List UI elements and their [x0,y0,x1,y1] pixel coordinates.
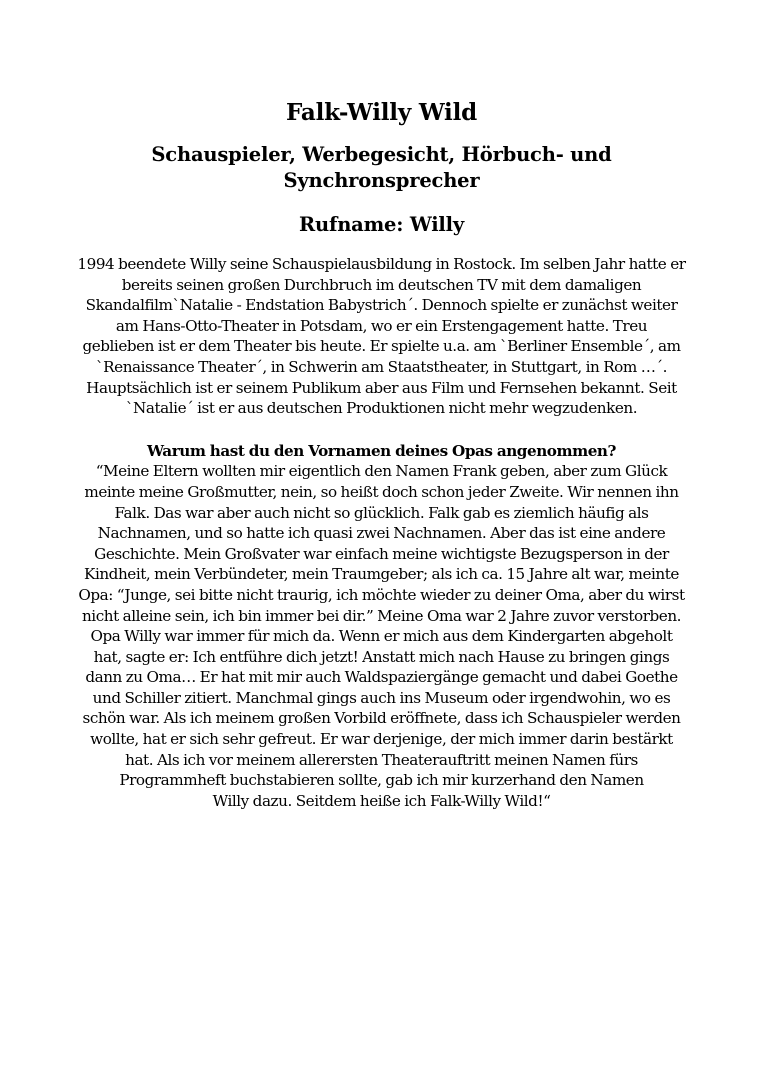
interview-question: Warum hast du den Vornamen deines Opas angenommen? [147,441,616,460]
intro-line: Hauptsächlich ist er seinem Publikum aber aus Film und Fernsehen bekannt. Seit [86,378,677,397]
intro-line: 1994 beendete Willy seine Schauspielausbildung in Rostock. Im selben Jahr hatte er [77,255,686,273]
callname-heading: Rufname: Willy [299,213,464,236]
intro-line: `Natalie´ ist er aus deutschen Produktionen nicht mehr wegzudenken. [125,399,638,418]
answer-line: Nachnamen, und so hatte ich quasi zwei Nachnamen. Aber das ist eine andere [97,524,666,543]
answer-line: dann zu Oma… Er hat mit mir auch Waldspaziergänge gemacht und dabei Goethe [85,668,678,687]
answer-line: Opa Willy war immer für mich da. Wenn er mich aus dem Kindergarten abgeholt [90,627,673,646]
answer-line: Falk. Das war aber auch nicht so glücklich. Falk gab es ziemlich häufig als [114,503,649,522]
intro-paragraph [62,254,702,419]
subtitle-line: Synchronsprecher [283,169,480,192]
interview-answer [62,461,702,811]
intro-line: am Hans-Otto-Theater in Potsdam, wo er ein Erstengagement hatte. Treu [115,316,648,335]
answer-line: und Schiller zitiert. Manchmal gings auch ins Museum oder irgendwohin, wo es [92,688,671,707]
answer-line: Programmheft buchstabieren sollte, gab ich mir kurzerhand den Namen [119,771,644,790]
page-subtitle [112,142,652,194]
intro-line: Skandalfilm`Natalie - Endstation Babystrich´. Dennoch spielte er zunächst weiter [85,296,678,315]
answer-line: Willy dazu. Seitdem heiße ich Falk-Willy Wild!“ [212,791,551,810]
answer-line: schön war. Als ich meinem großen Vorbild eröffnete, dass ich Schauspieler werden [82,709,681,728]
intro-line: geblieben ist er dem Theater bis heute. Er spielte u.a. am `Berliner Ensemble´, am [82,337,681,356]
page-title: Falk-Willy Wild [286,99,477,126]
answer-line: Kindheit, mein Verbündeter, mein Traumgeber; als ich ca. 15 Jahre alt war, meinte [84,565,679,584]
answer-line: nicht alleine sein, ich bin immer bei dir.” Meine Oma war 2 Jahre zuvor verstorben. [81,606,682,625]
answer-line: “Meine Eltern wollten mir eigentlich den Namen Frank geben, aber zum Glück [95,462,668,481]
intro-line: bereits seinen großen Durchbruch im deutschen TV mit dem damaligen [121,275,642,294]
answer-line: Opa: “Junge, sei bitte nicht traurig, ich möchte wieder zu deiner Oma, aber du wirst [78,585,685,604]
answer-line: hat, sagte er: Ich entführe dich jetzt! Anstatt mich nach Hause zu bringen gings [93,647,670,666]
answer-line: hat. Als ich vor meinem allerersten Theaterauftritt meinen Namen fürs [125,750,638,769]
subtitle-line: Schauspieler, Werbegesicht, Hörbuch- und [151,143,612,166]
answer-line: Geschichte. Mein Großvater war einfach meine wichtigste Bezugsperson in der [94,544,669,563]
answer-line: wollte, hat er sich sehr gefreut. Er war derjenige, der mich immer darin bestärkt [90,730,673,749]
intro-line: `Renaissance Theater´, in Schwerin am Staatstheater, in Stuttgart, in Rom …´. [96,357,667,376]
answer-line: meinte meine Großmutter, nein, so heißt doch schon jeder Zweite. Wir nennen ihn [84,482,679,501]
